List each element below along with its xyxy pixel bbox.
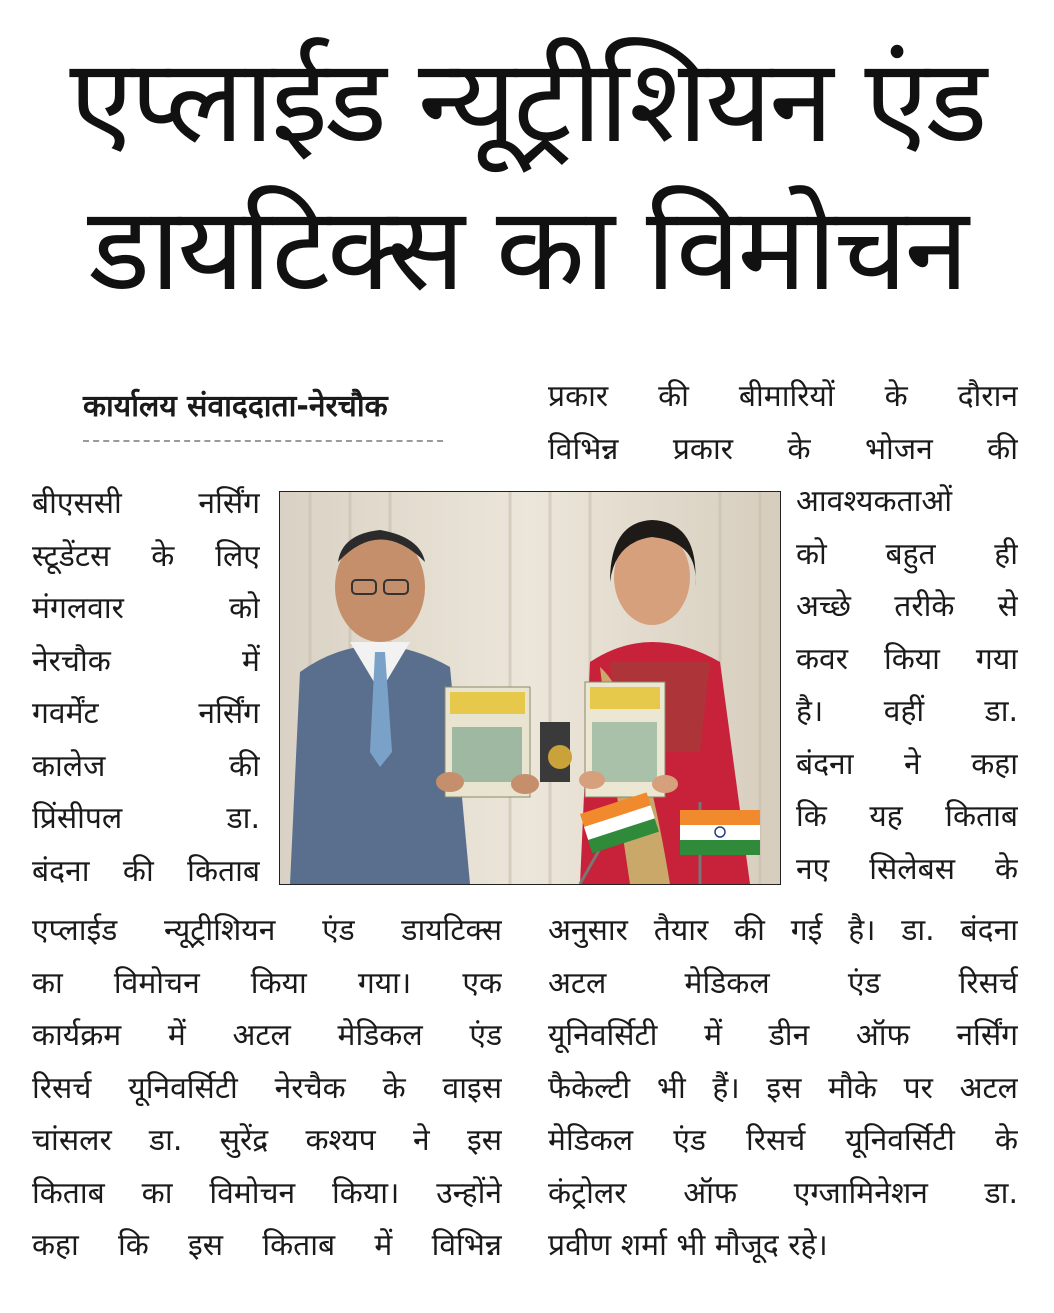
left-column-narrow	[32, 478, 260, 898]
text-line: कंट्रोलर ऑफ एग्जामिनेशन डा.	[548, 1175, 1018, 1211]
text-line: स्टूडेंटस के लिए	[32, 538, 260, 574]
text-line: प्रवीण शर्मा भी मौजूद रहे।	[548, 1228, 828, 1263]
text-line: अटल मेडिकल एंड रिसर्च	[548, 965, 1018, 1001]
text-line: फैकेल्टी भी हैं। इस मौके पर अटल	[548, 1070, 1018, 1106]
right-column-top	[548, 371, 1018, 476]
text-line: प्रकार की बीमारियों के दौरान	[548, 379, 1018, 414]
text-line: कालेज की	[32, 748, 260, 784]
right-column-narrow	[796, 476, 1018, 896]
text-line: अनुसार तैयार की गई है। डा. बंदना	[548, 913, 1018, 948]
text-line: बंदना ने कहा	[796, 746, 1018, 782]
text-line: प्रिंसीपल डा.	[32, 801, 260, 836]
text-line: मंगलवार को	[32, 591, 260, 626]
text-line: बीएससी नर्सिंग	[32, 486, 260, 521]
text-line: कहा कि इस किताब में विभिन्न	[32, 1228, 502, 1263]
text-line: बंदना की किताब	[32, 853, 260, 889]
text-line: रिसर्च यूनिवर्सिटी नेरचैक के वाइस	[32, 1070, 502, 1106]
text-line: है। वहीं डा.	[796, 694, 1018, 729]
byline: कार्यालय संवाददाता-नेरचौक	[83, 389, 388, 424]
text-line: कि यह किताब	[796, 799, 1018, 834]
text-line: नेरचौक में	[32, 643, 260, 679]
left-column-wide	[32, 905, 502, 1273]
headline-line-2: डायटिक्स का विमोचन	[88, 182, 966, 317]
text-line: कवर किया गया	[796, 641, 1018, 677]
text-line: मेडिकल एंड रिसर्च यूनिवर्सिटी के	[548, 1123, 1018, 1158]
text-line: का विमोचन किया गया। एक	[32, 965, 502, 1001]
text-line: कार्यक्रम में अटल मेडिकल एंड	[32, 1018, 502, 1053]
text-line: नए सिलेबस के	[796, 851, 1018, 887]
text-line: अच्छे तरीके से	[796, 589, 1018, 624]
text-line: आवश्यकताओं	[796, 484, 953, 519]
headline	[0, 28, 1054, 324]
text-line: किताब का विमोचन किया। उन्होंने	[32, 1175, 502, 1211]
text-line: यूनिवर्सिटी में डीन ऑफ नर्सिंग	[548, 1018, 1018, 1053]
headline-line-1: एप्लाईड न्यूट्रीशियन एंड	[69, 34, 985, 169]
news-photo	[279, 491, 781, 885]
right-column-wide	[548, 905, 1018, 1273]
text-line: चांसलर डा. सुरेंद्र कश्यप ने इस	[32, 1123, 502, 1158]
byline-divider	[83, 440, 443, 442]
text-line: एप्लाईड न्यूट्रीशियन एंड डायटिक्स	[32, 913, 502, 948]
text-line: विभिन्न प्रकार के भोजन की	[548, 431, 1018, 467]
text-line: गवर्मेंट नर्सिंग	[32, 696, 260, 731]
text-line: को बहुत ही	[796, 536, 1018, 572]
